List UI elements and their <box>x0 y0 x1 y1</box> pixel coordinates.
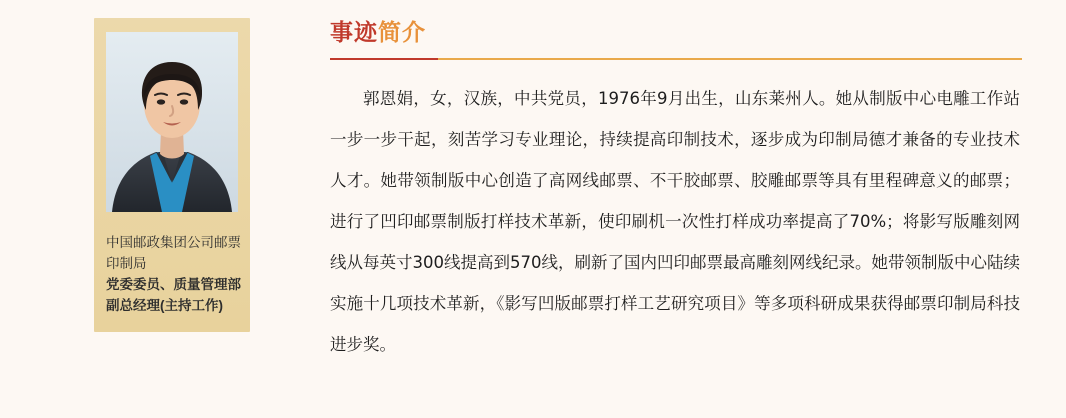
article-column <box>300 0 1066 418</box>
section-heading <box>330 18 1040 60</box>
profile-card <box>94 18 250 332</box>
page-title-primary: 事迹 <box>330 20 378 46</box>
profile-caption-line-4: 副总经理(主持工作) <box>106 298 223 313</box>
profile-caption-line-2: 印制局 <box>106 256 147 271</box>
page-title-secondary: 简介 <box>378 20 426 46</box>
page-title <box>330 18 1040 48</box>
article-body: 郭恩娟，女，汉族，中共党员，1976年9月出生，山东莱州人。她从制版中心电雕工作站一步一步干起，刻苦学习专业理论，持续提高印制技术，逐步成为印制局德才兼备的专业技术人才。她带领制版中心创造了高网线邮票、不干胶邮票、胶雕邮票等具有里程碑意义的邮票；进行了凹印邮票制版打样技术革新，使印刷机一次性打样成功率提高了70%；将影写版雕刻网线从每英寸300线提高到570线，刷新了国内凹印邮票最高雕刻网线纪录。她带领制版中心陆续实施十几项技术革新，《影写凹版邮票打样工艺研究项目》等多项科研成果获得邮票印制局科技进步奖。 <box>330 89 1020 354</box>
profile-caption <box>106 232 241 316</box>
profile-caption-line-1: 中国邮政集团公司邮票 <box>106 235 241 250</box>
heading-divider <box>330 58 1022 60</box>
profile-caption-line-3: 党委委员、质量管理部 <box>106 277 241 292</box>
profile-column <box>0 0 300 418</box>
portrait-photo <box>106 32 238 212</box>
